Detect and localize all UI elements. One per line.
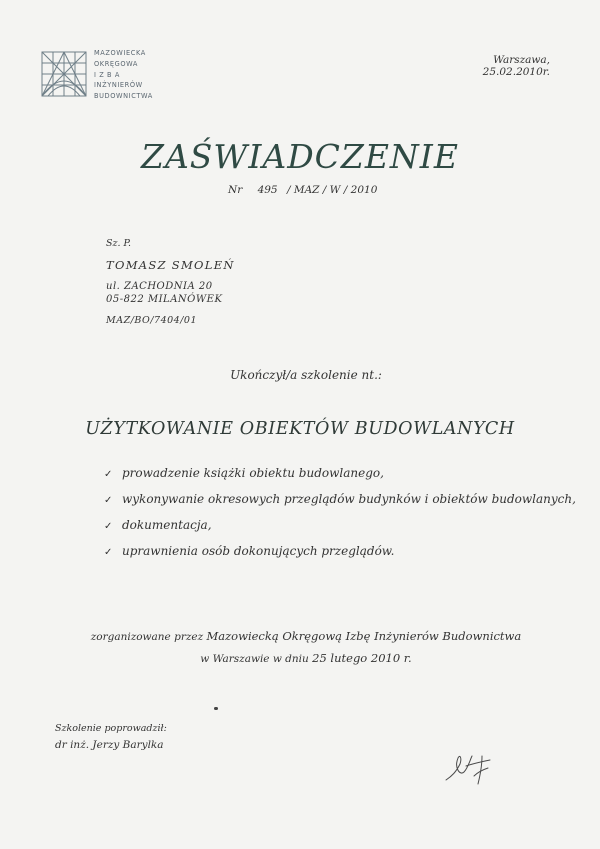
chamber-name — [94, 48, 153, 102]
topic-text: wykonywanie okresowych przeglądów budynków i obiektów budowlanych, — [122, 492, 576, 506]
organizer-name: Mazowiecką Okręgową Izbę Inżynierów Budownictwa — [206, 629, 522, 643]
topic-item — [104, 518, 576, 544]
trainer-label: Szkolenie poprowadził: — [55, 723, 167, 734]
topic-list — [104, 466, 576, 570]
place-date: Warszawa, 25.02.2010r. — [482, 54, 550, 78]
trainer-block — [55, 723, 167, 751]
ink-dot — [214, 707, 218, 710]
check-icon: ✓ — [104, 495, 113, 506]
organizer-line — [0, 629, 600, 643]
logo-line: INŻYNIERÓW — [94, 81, 143, 90]
organizer-prefix: zorganizowane przez — [90, 631, 204, 643]
logo-line: BUDOWNICTWA — [94, 92, 153, 101]
check-icon: ✓ — [104, 547, 113, 558]
recipient-city: 05-822 MILANÓWEK — [106, 294, 223, 305]
logo-line: MAZOWIECKA — [94, 49, 146, 57]
number-suffix: / MAZ / W / 2010 — [286, 184, 378, 196]
recipient-salutation: Sz. P. — [106, 238, 132, 249]
course-title: UŻYTKOWANIE OBIEKTÓW BUDOWLANYCH — [85, 419, 515, 439]
place-prefix: w Warszawie w dniu — [200, 653, 309, 665]
topic-text: dokumentacja, — [122, 518, 212, 532]
document-title: ZAŚWIADCZENIE — [141, 137, 459, 176]
logo-line: I Z B A — [94, 70, 120, 79]
trainer-name: dr inż. Jerzy Barylka — [55, 739, 164, 751]
topic-item — [104, 466, 576, 492]
logo-line: OKRĘGOWA — [94, 59, 139, 68]
topic-text: uprawnienia osób dokonujących przeglądów. — [122, 544, 395, 558]
certificate-number — [228, 184, 377, 196]
training-date: 25 lutego 2010 r. — [312, 651, 412, 665]
completed-statement: Ukończył/a szkolenie nt.: — [230, 368, 382, 382]
number-label: Nr — [228, 184, 243, 196]
check-icon: ✓ — [104, 521, 113, 532]
chamber-emblem-icon — [38, 46, 90, 102]
check-icon: ✓ — [104, 469, 113, 480]
training-place-line — [0, 651, 600, 665]
recipient-block — [106, 238, 235, 326]
recipient-street: ul. ZACHODNIA 20 — [106, 281, 213, 292]
topic-item — [104, 492, 576, 518]
topic-item — [104, 544, 576, 570]
topic-text: prowadzenie książki obiektu budowlanego, — [122, 466, 384, 480]
handwritten-signature — [440, 746, 500, 790]
number-value: 495 — [257, 184, 278, 196]
recipient-name: TOMASZ SMOLEŃ — [106, 258, 235, 272]
chamber-logo — [38, 46, 158, 108]
recipient-member-code: MAZ/BO/7404/01 — [106, 315, 198, 326]
